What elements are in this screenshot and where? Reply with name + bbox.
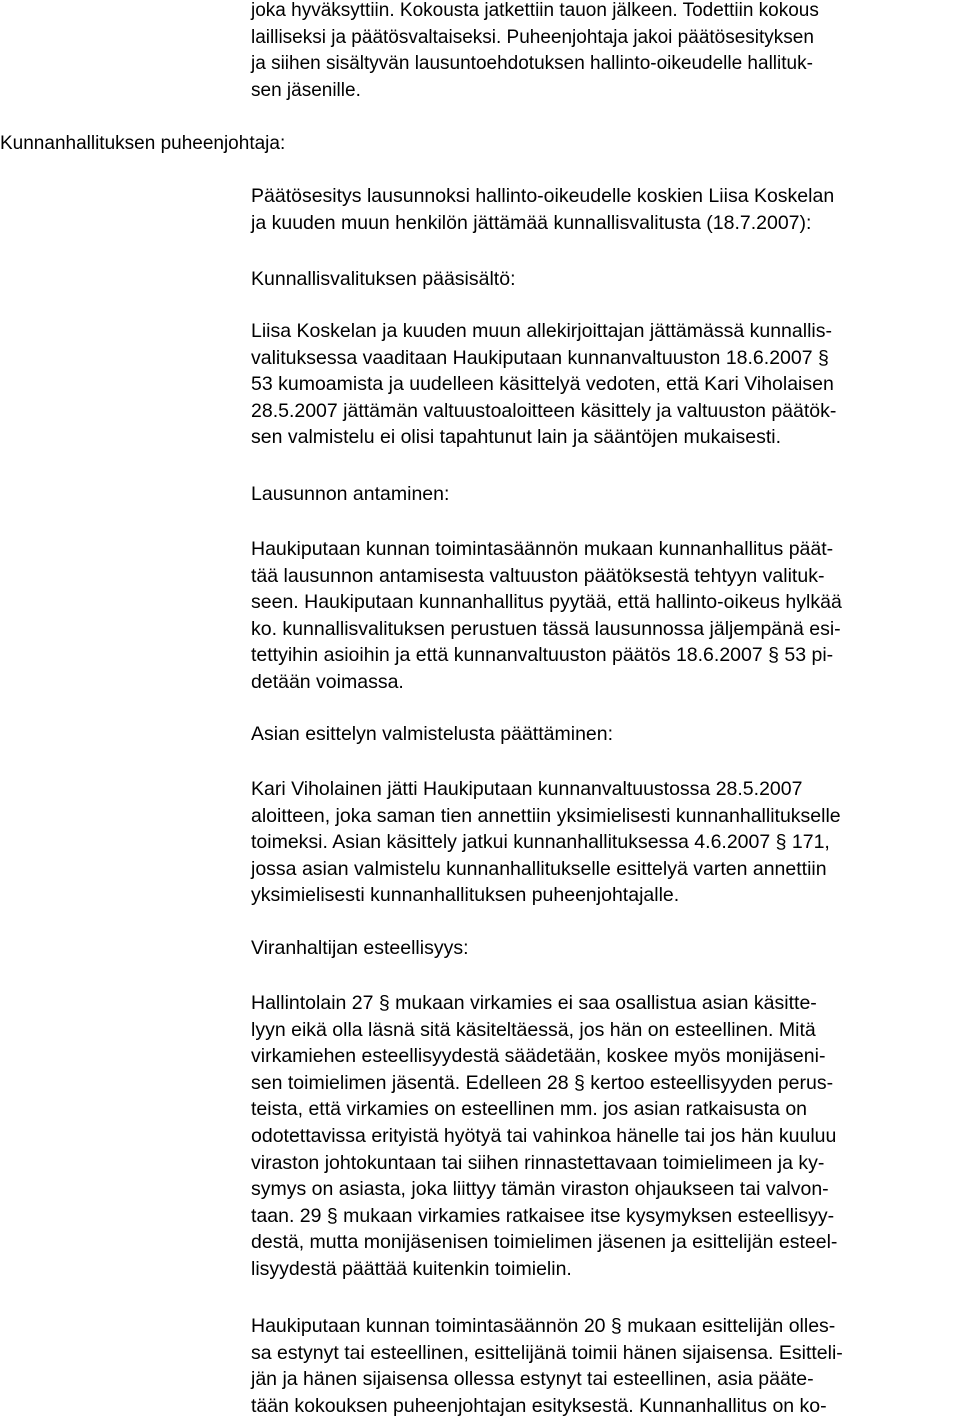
text-line: ja siihen sisältyvän lausuntoehdotuksen hallinto-oikeudelle hallituk- [251, 53, 813, 75]
text-line: destä, mutta monijäsenisen toimielimen jäsenen ja esittelijän esteel- [251, 1231, 838, 1254]
final-paragraph [251, 1313, 956, 1419]
text-line: viraston johtokuntaan tai siihen rinnastettavaan toimielimeen ja ky- [251, 1151, 825, 1174]
text-line: Haukiputaan kunnan toimintasäännön 20 § mukaan esittelijän olles- [251, 1315, 836, 1337]
section-heading-text: Asian esittelyn valmistelusta päättäminen: [251, 723, 614, 745]
text-line: 53 kumoamista ja uudelleen käsittelyä vedoten, että Kari Viholaisen [251, 373, 834, 396]
section-body [251, 990, 956, 1283]
text-line: yksimielisesti kunnanhallituksen puheenjohtajalle. [251, 884, 680, 907]
text-line: Haukiputaan kunnan toimintasäännön mukaan kunnanhallitus päät- [251, 538, 834, 560]
text-line: joka hyväksyttiin. Kokousta jatkettiin tauon jälkeen. Todettiin kokous [251, 0, 819, 21]
text-line: toimeksi. Asian käsittely jatkui kunnanhallituksessa 4.6.2007 § 171, [251, 831, 830, 854]
text-line: tää lausunnon antamisesta valtuuston päätöksestä tehtyyn valituk- [251, 564, 825, 587]
text-line: sa estynyt tai esteellinen, esittelijänä toimii hänen sijaisensa. Esitteli- [251, 1341, 843, 1364]
text-line: Hallintolain 27 § mukaan virkamies ei saa osallistua asian käsitte- [251, 992, 817, 1014]
text-line: sen toimielimen jäsentä. Edelleen 28 § kertoo esteellisyyden perus- [251, 1071, 834, 1094]
margin-label: Kunnanhallituksen puheenjohtaja: [0, 133, 286, 154]
text-line: Kari Viholainen jätti Haukiputaan kunnanvaltuustossa 28.5.2007 [251, 778, 803, 800]
text-line: ko. kunnallisvalituksen perustuen tässä lausunnossa jäljempänä esi- [251, 617, 841, 640]
section-heading-text: Kunnallisvalituksen pääsisältö: [251, 268, 516, 290]
section-heading [251, 935, 956, 962]
section-body [251, 318, 956, 451]
intro-paragraph [251, 0, 956, 104]
text-line: lailliseksi ja päätösvaltaiseksi. Puheenjohtaja jakoi päätösesityksen [251, 26, 814, 48]
text-line: valituksessa vaaditaan Haukiputaan kunnanvaltuuston 18.6.2007 § [251, 346, 829, 369]
text-line: 28.5.2007 jättämän valtuustoaloitteen käsittely ja valtuuston päätök- [251, 399, 837, 422]
section-heading-text: Viranhaltijan esteellisyys: [251, 937, 469, 959]
section-body [251, 776, 956, 909]
text-line: jän ja hänen sijaisensa ollessa estynyt tai esteellinen, asia pääte- [251, 1368, 814, 1391]
text-line: aloitteen, joka saman tien annettiin yksimielisesti kunnanhallitukselle [251, 804, 841, 827]
text-line: Liisa Koskelan ja kuuden muun allekirjoittajan jättämässä kunnallis- [251, 320, 832, 342]
text-line: teista, että virkamies on esteellinen mm. jos asian ratkaisusta on [251, 1098, 808, 1121]
section-heading [251, 481, 956, 508]
text-line: odotettavissa erityistä hyötyä tai vahinkoa hänelle tai jos hän kuuluu [251, 1124, 837, 1147]
proposal-title [251, 183, 956, 236]
text-line: tään kokouksen puheenjohtajan esityksestä. Kunnanhallitus on ko- [251, 1394, 827, 1417]
text-line: Päätösesitys lausunnoksi hallinto-oikeudelle koskien Liisa Koskelan [251, 185, 835, 207]
text-line: tettyihin asioihin ja että kunnanvaltuuston päätös 18.6.2007 § 53 pi- [251, 644, 834, 667]
section-heading-text: Lausunnon antaminen: [251, 483, 450, 505]
text-line: virkamiehen esteellisyydestä säädetään, koskee myös monijäseni- [251, 1045, 826, 1068]
text-line: lyyn eikä olla läsnä sitä käsiteltäessä, jos hän on esteellinen. Mitä [251, 1018, 816, 1041]
text-line: jossa asian valmistelu kunnanhallitukselle esittelyä varten annettiin [251, 857, 827, 880]
section-heading [251, 266, 956, 293]
text-line: sen jäsenille. [251, 79, 361, 101]
text-line: lisyydestä päättää kuitenkin toimielin. [251, 1257, 572, 1280]
text-line: seen. Haukiputaan kunnanhallitus pyytää, että hallinto-oikeus hylkää [251, 591, 842, 614]
text-line: ja kuuden muun henkilön jättämää kunnallisvalitusta (18.7.2007): [251, 211, 812, 234]
text-line: symys on asiasta, joka liittyy tämän viraston ohjaukseen tai valvon- [251, 1178, 829, 1201]
section-body [251, 536, 956, 696]
text-line: detään voimassa. [251, 670, 404, 693]
text-line: sen valmistelu ei olisi tapahtunut lain ja sääntöjen mukaisesti. [251, 426, 782, 449]
text-line: taan. 29 § mukaan virkamies ratkaisee itse kysymyksen esteellisyy- [251, 1204, 835, 1227]
section-heading [251, 721, 956, 748]
